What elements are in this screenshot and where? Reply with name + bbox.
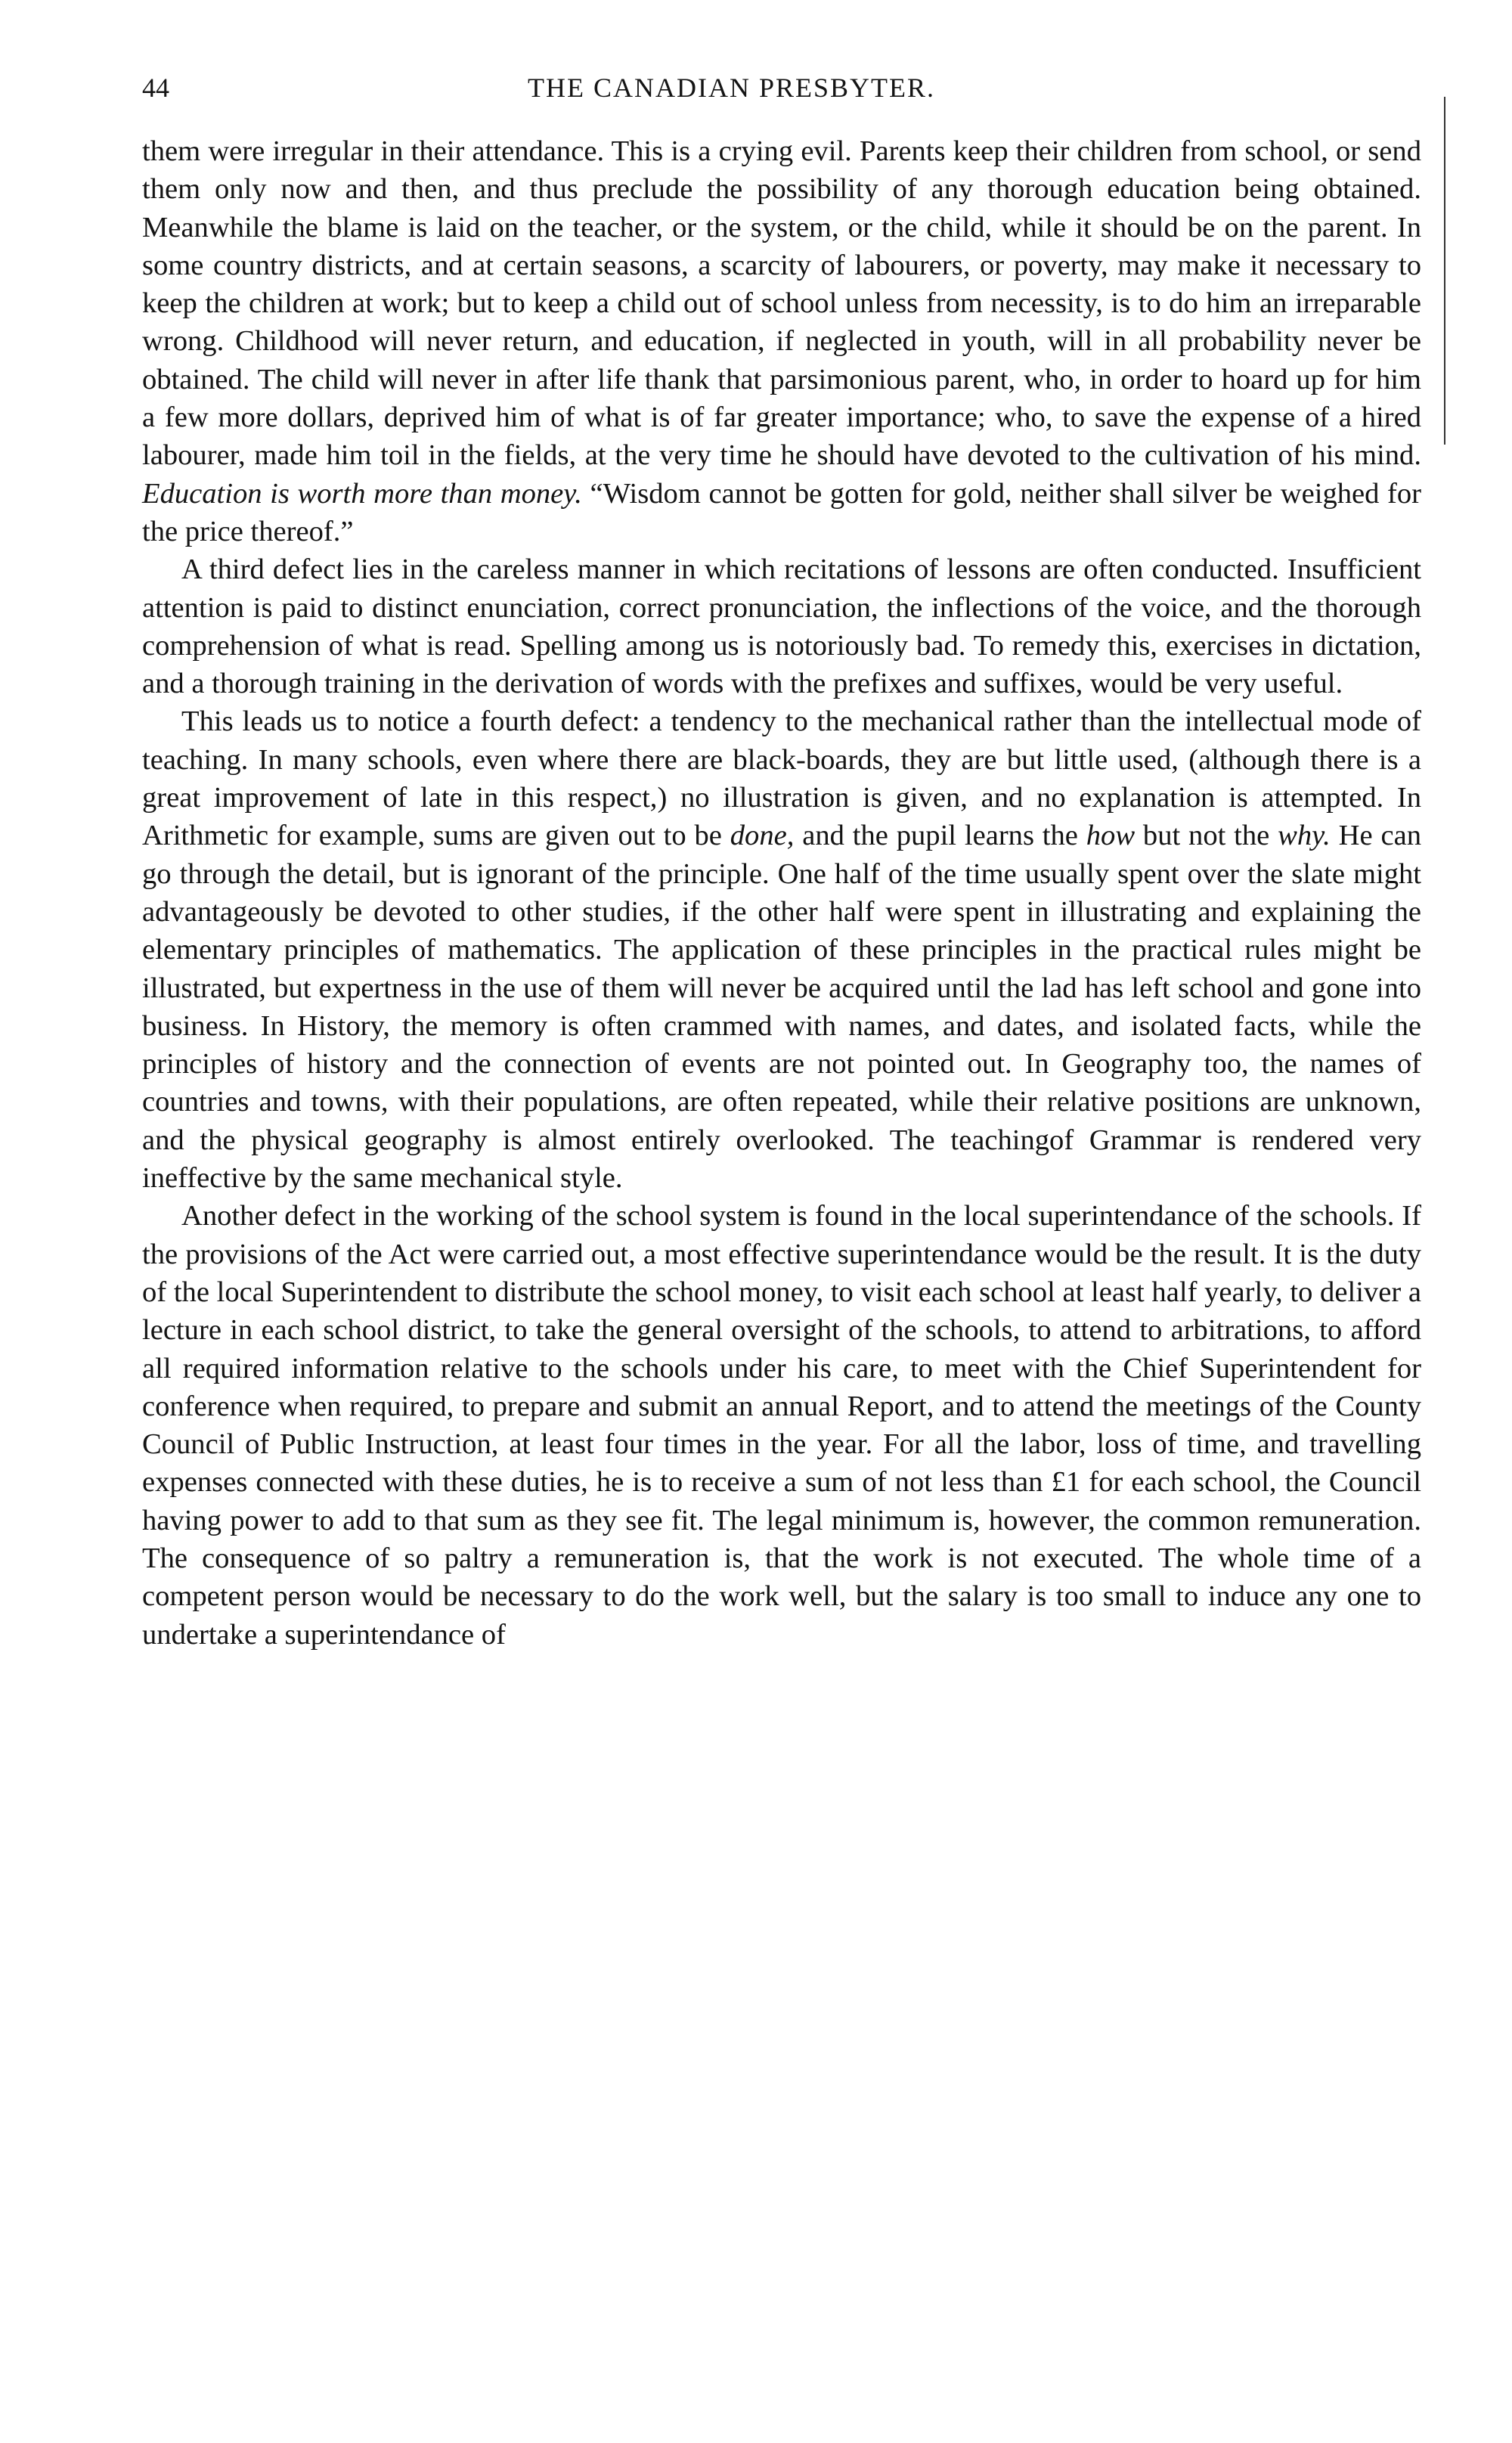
page-number: 44 — [142, 73, 169, 103]
body-text — [142, 132, 1421, 1654]
text-run: This leads us to notice a fourth defect: a tendency to the mechanical rather than the intellectual mode of teaching. In many schools, even where there are black-boards, they are but little used, (although there is a great improvement of late in this respect,) no illustration is given, and no explanation is attempted. In Arithmetic for example, sums are given out to be — [142, 705, 1421, 852]
page — [142, 72, 1421, 1654]
text-run: He can go through the detail, but is ignorant of the principle. One half of the time usually spent over the slate might advantageously be devoted to other studies, if the other half were spent in illustrating and explaining the elementary principles of mathematics. The application of these principles in the practical rules might be illustrated, but expertness in the use of them will never be acquired until the lad has left school and gone into business. In History, the memory is often crammed with names, and dates, and isolated facts, while the principles of history and the connection of events are not pointed out. In Geography too, the names of countries and towns, with their populations, are often repeated, while their relative positions are unknown, and the physical geography is almost entirely overlooked. The teachingof Grammar is rendered very ineffective by the same mechanical style. — [142, 820, 1421, 1195]
text-run: “Wisdom cannot be gotten for gold, neither shall silver be weighed for the price thereof.” — [142, 477, 1422, 547]
text-run: but not the — [1135, 820, 1278, 852]
text-run: them were irregular in their attendance. This is a crying evil. Parents keep their children from school, or send them only now and then, and thus preclude the possibility of any thorough education being obtained. Meanwhile the blame is laid on the teacher, or the system, or the child, while it should be on the parent. In some country districts, and at certain seasons, a scarcity of labourers, or poverty, may make it necessary to keep the children at work; but to keep a child out of school unless from necessity, is to do him an irreparable wrong. Childhood will never return, and education, if neglected in youth, will in all probability never be obtained. The child will never in after life thank that parsimonious parent, who, in order to hoard up for him a few more dollars, deprived him of what is of far greater importance; who, to save the expense of a hired labourer, made him toil in the fields, at the very time he should have devoted to the cultivation of his mind. — [142, 135, 1421, 472]
paragraph-3 — [142, 702, 1421, 1197]
italic-run: why. — [1278, 820, 1331, 852]
paragraph-1 — [142, 132, 1421, 550]
text-run: and the pupil learns the — [794, 820, 1086, 852]
italic-run: done, — [730, 820, 795, 852]
italic-run: how — [1086, 820, 1136, 852]
margin-rule — [1444, 97, 1445, 445]
italic-run: Education is worth more than money. — [142, 477, 582, 510]
running-title: THE CANADIAN PRESBYTER. — [528, 73, 936, 103]
paragraph-4 — [142, 1197, 1421, 1654]
text-run: Another defect in the working of the school system is found in the local superintendance of the schools. If the provisions of the Act were carried out, a most effective superintendance would be the result. It is the duty of the local Superintendent to distribute the school money, to visit each school at least half yearly, to deliver a lecture in each school district, to take the general oversight of the schools, to attend to arbitrations, to afford all required information relative to the schools under his care, to meet with the Chief Superintendent for conference when required, to prepare and submit an annual Report, and to attend the meetings of the County Council of Public Instruction, at least four times in the year. For all the labor, loss of time, and travelling expenses connected with these duties, he is to receive a sum of not less than £1 for each school, the Council having power to add to that sum as they see fit. The legal minimum is, however, the common remuneration. The consequence of so paltry a remuneration is, that the work is not executed. The whole time of a competent person would be necessary to do the work well, but the salary is too small to induce any one to undertake a superintendance of — [142, 1200, 1421, 1651]
page-header — [142, 72, 1421, 125]
paragraph-2 — [142, 550, 1421, 702]
text-run: A third defect lies in the careless manner in which recitations of lessons are often conducted. Insufficient attention is paid to distinct enunciation, correct pronunciation, the inflections of the voice, and the thorough comprehension of what is read. Spelling among us is notoriously bad. To remedy this, exercises in dictation, and a thorough training in the derivation of words with the prefixes and suffixes, would be very useful. — [142, 553, 1421, 700]
